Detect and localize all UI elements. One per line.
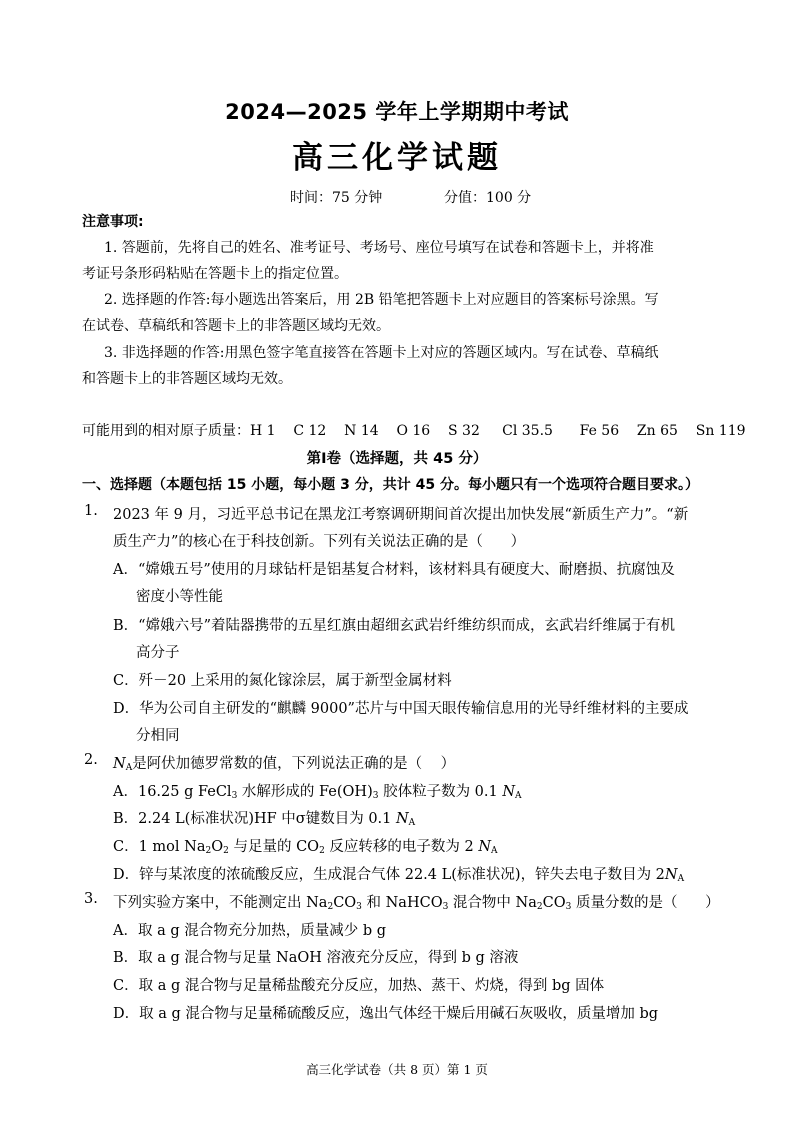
q2-c-sub-2: 2 <box>223 846 229 856</box>
q1-option-c: C．歼－20 上采用的氮化镓涂层，属于新型金属材料 <box>113 673 452 689</box>
q2-c-text-4: 反应转移的电子数为 2 <box>324 839 479 855</box>
q2-c-sub-3: 2 <box>319 846 325 856</box>
na-subscript: A <box>125 763 133 773</box>
exam-time: 时间：75 分钟 <box>290 190 383 206</box>
na-symbol: N <box>664 867 678 883</box>
q3-stem-text-2: CO <box>333 895 357 911</box>
q2-option-b <box>113 807 415 828</box>
q1-option-b-line-1: B．“嫦娥六号”着陆器携带的五星红旗由超细玄武岩纤维纺织而成，玄武岩纤维属于有机 <box>113 618 675 634</box>
q2-c-text-3: 与足量的 CO <box>228 839 320 855</box>
q2-a-sub-2: 3 <box>372 791 379 801</box>
q2-option-c <box>113 835 498 856</box>
q1-option-a-line-2: 密度小等性能 <box>136 589 223 605</box>
q3-stem-sub-3: 3 <box>442 902 449 912</box>
q2-b-text: B．2.24 L(标准状况)HF 中σ键数目为 0.1 <box>113 811 396 827</box>
na-symbol: N <box>395 811 409 827</box>
note-1-line-1: 1. 答题前，先将自己的姓名、准考证号、考场号、座位号填写在试卷和答题卡上，并将准 <box>104 240 654 256</box>
na-subscript: A <box>515 791 522 801</box>
q2-c-text-1: C．1 mol Na <box>113 839 206 855</box>
notes-heading: 注意事项: <box>82 214 144 230</box>
q1-stem-line-2: 质生产力”的核心在于科技创新。下列有关说法正确的是（ ） <box>113 534 526 550</box>
na-symbol: N <box>502 784 516 800</box>
q3-option-b: B．取 a g 混合物与足量 NaOH 溶液充分反应，得到 b g 溶液 <box>113 950 519 966</box>
subject-title: 高三化学试题 <box>292 140 502 176</box>
note-1-line-2: 考证号条形码粘贴在答题卡上的指定位置。 <box>82 266 348 282</box>
q3-stem-text-3: 和 NaHCO <box>361 895 443 911</box>
atomic-masses: 可能用到的相对原子质量：H 1 C 12 N 14 O 16 S 32 Cl 35.5 Fe 56 Zn 65 Sn 119 <box>82 423 746 439</box>
note-2-line-2: 在试卷、草稿纸和答题卡上的非答题区域均无效。 <box>82 318 390 334</box>
q3-stem-sub-1: 2 <box>327 902 334 912</box>
q1-option-d-line-1: D．华为公司自主研发的“麒麟 9000”芯片与中国天眼传输信息用的光导纤维材料的主要成 <box>113 701 689 717</box>
q2-a-text-1: A．16.25 g FeCl <box>113 784 232 800</box>
q3-number: 3. <box>84 891 98 907</box>
q2-a-text-2: 水解形成的 Fe(OH) <box>237 784 373 800</box>
q3-stem-text-4: 混合物中 Na <box>448 895 537 911</box>
q2-c-sub-1: 2 <box>205 846 212 856</box>
page-footer: 高三化学试卷（共 8 页）第 1 页 <box>306 1062 488 1077</box>
q3-stem-text-1: 下列实验方案中，不能测定出 Na <box>113 895 328 911</box>
volume-title: 第Ⅰ卷（选择题，共 45 分） <box>306 451 488 467</box>
q1-option-b-line-2: 高分子 <box>136 645 180 661</box>
exam-score: 分值：100 分 <box>444 190 532 206</box>
na-symbol: N <box>113 756 126 772</box>
q2-stem <box>113 752 455 773</box>
q3-stem-sub-5: 3 <box>565 902 572 912</box>
note-3-line-1: 3. 非选择题的作答:用黑色签字笔直接答在答题卡上对应的答题区域内。写在试卷、草稿纸 <box>104 345 659 361</box>
q1-stem-line-1: 2023 年 9 月，习近平总书记在黑龙江考察调研期间首次提出加快发展“新质生产力”。“新 <box>113 507 689 523</box>
q3-stem-sub-4: 2 <box>536 902 543 912</box>
q2-stem-text: 是阿伏加德罗常数的值，下列说法正确的是（ ） <box>132 756 456 772</box>
na-symbol: N <box>478 839 492 855</box>
q3-stem <box>113 891 720 912</box>
na-subscript: A <box>491 846 498 856</box>
q2-d-text: D．锌与某浓度的浓硫酸反应，生成混合气体 22.4 L(标准状况)，锌失去电子数目为 2 <box>113 867 665 883</box>
q2-a-text-3: 胶体粒子数为 0.1 <box>378 784 503 800</box>
q2-c-text-2: O <box>211 839 224 855</box>
na-subscript: A <box>408 818 416 828</box>
q1-option-d-line-2: 分相同 <box>136 728 180 744</box>
q3-stem-text-6: 质量分数的是（ ） <box>571 895 720 911</box>
part-title: 一、选择题（本题包括 15 小题，每小题 3 分，共计 45 分。每小题只有一个选项符合题目要求。） <box>82 477 699 493</box>
q1-option-a-line-1: A．“嫦娥五号”使用的月球钻杆是铝基复合材料，该材料具有硬度大、耐磨损、抗腐蚀及 <box>113 562 675 578</box>
q2-option-d <box>113 863 684 884</box>
q3-option-c: C．取 a g 混合物与足量稀盐酸充分反应，加热、蒸干、灼烧，得到 bg 固体 <box>113 978 605 994</box>
q3-option-d: D．取 a g 混合物与足量稀硫酸反应，逸出气体经干燥后用碱石灰吸收，质量增加 bg <box>113 1006 659 1022</box>
exam-title: 2024—2025 学年上学期期中考试 <box>225 100 569 124</box>
q2-a-sub-1: 3 <box>231 791 238 801</box>
q3-stem-sub-2: 3 <box>356 902 362 912</box>
q2-option-a <box>113 780 522 801</box>
q3-stem-text-5: CO <box>542 895 566 911</box>
na-subscript: A <box>677 874 685 884</box>
q2-number: 2. <box>84 752 98 768</box>
q1-number: 1. <box>84 503 98 519</box>
q3-option-a: A．取 a g 混合物充分加热，质量减少 b g <box>113 923 387 939</box>
note-2-line-1: 2. 选择题的作答:每小题选出答案后，用 2B 铅笔把答题卡上对应题目的答案标号涂黑。写 <box>104 292 659 308</box>
note-3-line-2: 和答题卡上的非答题区域均无效。 <box>82 371 292 387</box>
